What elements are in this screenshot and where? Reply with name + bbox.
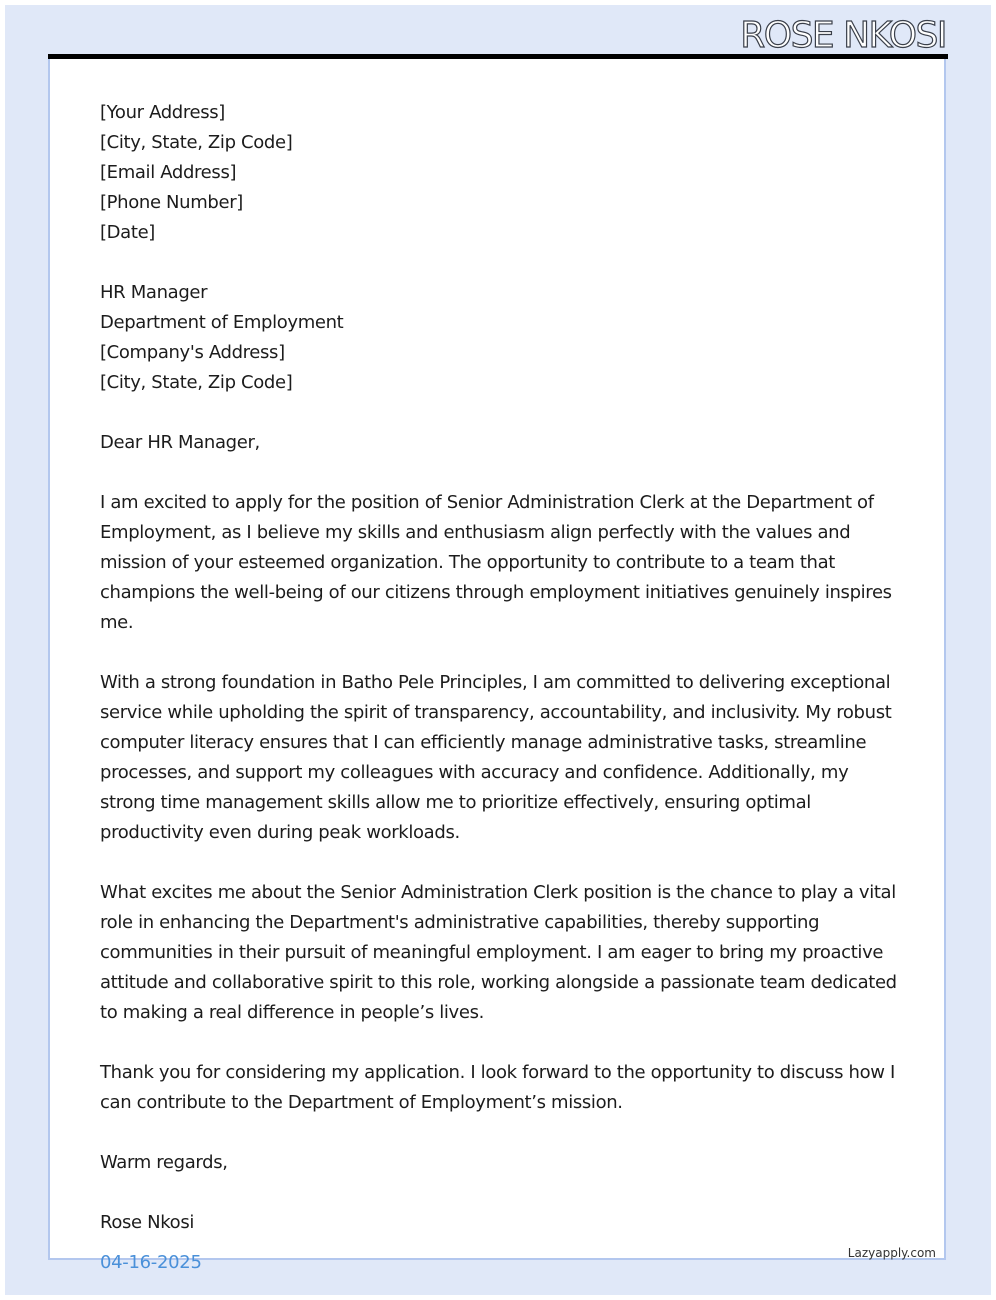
sender-date: [Date] [100,222,155,243]
closing: Warm regards, [100,1152,228,1173]
sender-city-state-zip: [City, State, Zip Code] [100,132,293,153]
recipient-address: [Company's Address] [100,342,285,363]
salutation: Dear HR Manager, [100,432,260,453]
paragraph-1: I am excited to apply for the position of Senior Administration Clerk at the Department of Employment, as I believe my skills and enthusiasm align perfectly with the values and mission of your esteemed organization. The opportunity to contribute to a team that champions the well-being of our citizens through employment initiatives genuinely inspires me. [100,492,892,633]
paragraph-4: Thank you for considering my application. I look forward to the opportunity to discuss how I can contribute to the Department of Employment’s mission. [100,1062,895,1113]
paragraph-3: What excites me about the Senior Administration Clerk position is the chance to play a vital role in enhancing the Department's administrative capabilities, thereby supporting communities in their pursuit of meaningful employment. I am eager to bring my proactive attitude and collaborative spirit to this role, working alongside a passionate team dedicated to making a real difference in people’s lives. [100,882,897,1023]
signature: Rose Nkosi [100,1212,195,1233]
watermark: Lazyapply.com [847,1246,936,1260]
sender-email: [Email Address] [100,162,237,183]
recipient-city-state-zip: [City, State, Zip Code] [100,372,293,393]
recipient-title: HR Manager [100,282,208,303]
paragraph-2: With a strong foundation in Batho Pele Principles, I am committed to delivering exceptional service while upholding the spirit of transparency, accountability, and inclusivity. My robust computer literacy ensures that I can efficiently manage administrative tasks, streamline processes, and support my colleagues with accuracy and confidence. Additionally, my strong time management skills allow me to prioritize effectively, ensuring optimal productivity even during peak workloads. [100,672,892,843]
letter-body [100,98,900,1238]
sender-phone: [Phone Number] [100,192,243,213]
recipient-organization: Department of Employment [100,312,344,333]
footer-date: 04-16-2025 [100,1252,202,1273]
sender-address: [Your Address] [100,102,225,123]
header-name: ROSE NKOSI [740,15,946,56]
